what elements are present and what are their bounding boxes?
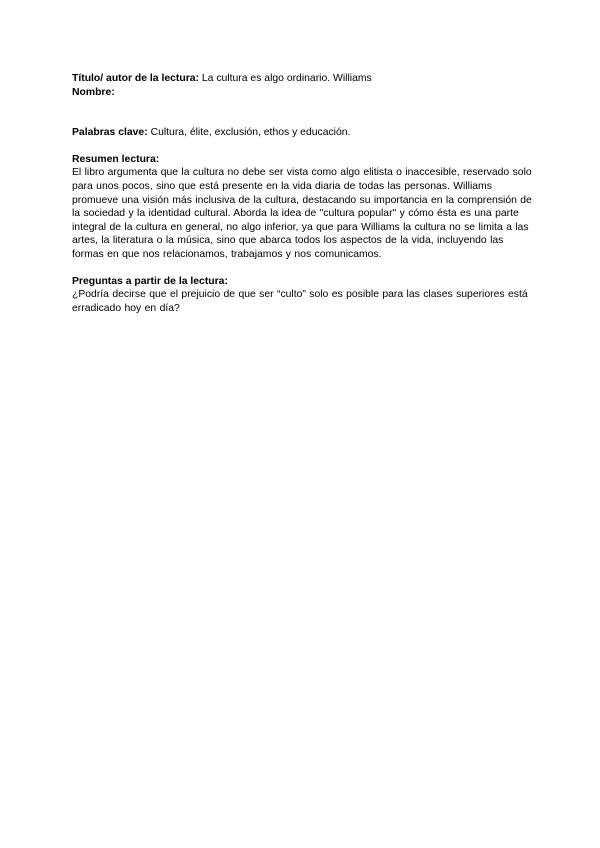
name-line [72,86,532,100]
questions-heading: Preguntas a partir de la lectura: [72,275,228,287]
keywords-value: Cultura, élite, exclusión, ethos y educación. [150,127,351,139]
spacer [72,99,532,126]
spacer [72,140,532,153]
keywords-label: Palabras clave: [72,127,148,139]
summary-text: El libro argumenta que la cultura no debe ser vista como algo elitista o inaccesible, reservado solo para unos pocos, sino que está presente en la vida diaria de todas las personas. Williams promueve una visión más inclusiva de la cultura, destacando su importancia en la comprensión de la sociedad y la identidad cultural. Aborda la idea de "cultura popular" y cómo ésta es una parte integral de la cultura en general, no algo inferior, ya que para Williams la cultura no se limita a las artes, la literatura o la música, sino que abarca todos los aspectos de la vida, incluyendo las formas en que nos relacionamos, trabajamos y nos comunicamos. [72,167,532,260]
title-label: Título/ autor de la lectura: [72,73,200,84]
document-page [72,72,532,315]
spacer [72,262,532,275]
questions-text: ¿Podría decirse que el prejuicio de que ser “culto” solo es posible para las clases superiores está erradicado hoy en día? [72,289,528,314]
keywords-line [72,126,532,140]
title-value: La cultura es algo ordinario. Williams [201,73,372,84]
title-line [72,72,532,86]
name-label: Nombre: [72,86,115,98]
summary-heading: Resumen lectura: [72,153,160,165]
